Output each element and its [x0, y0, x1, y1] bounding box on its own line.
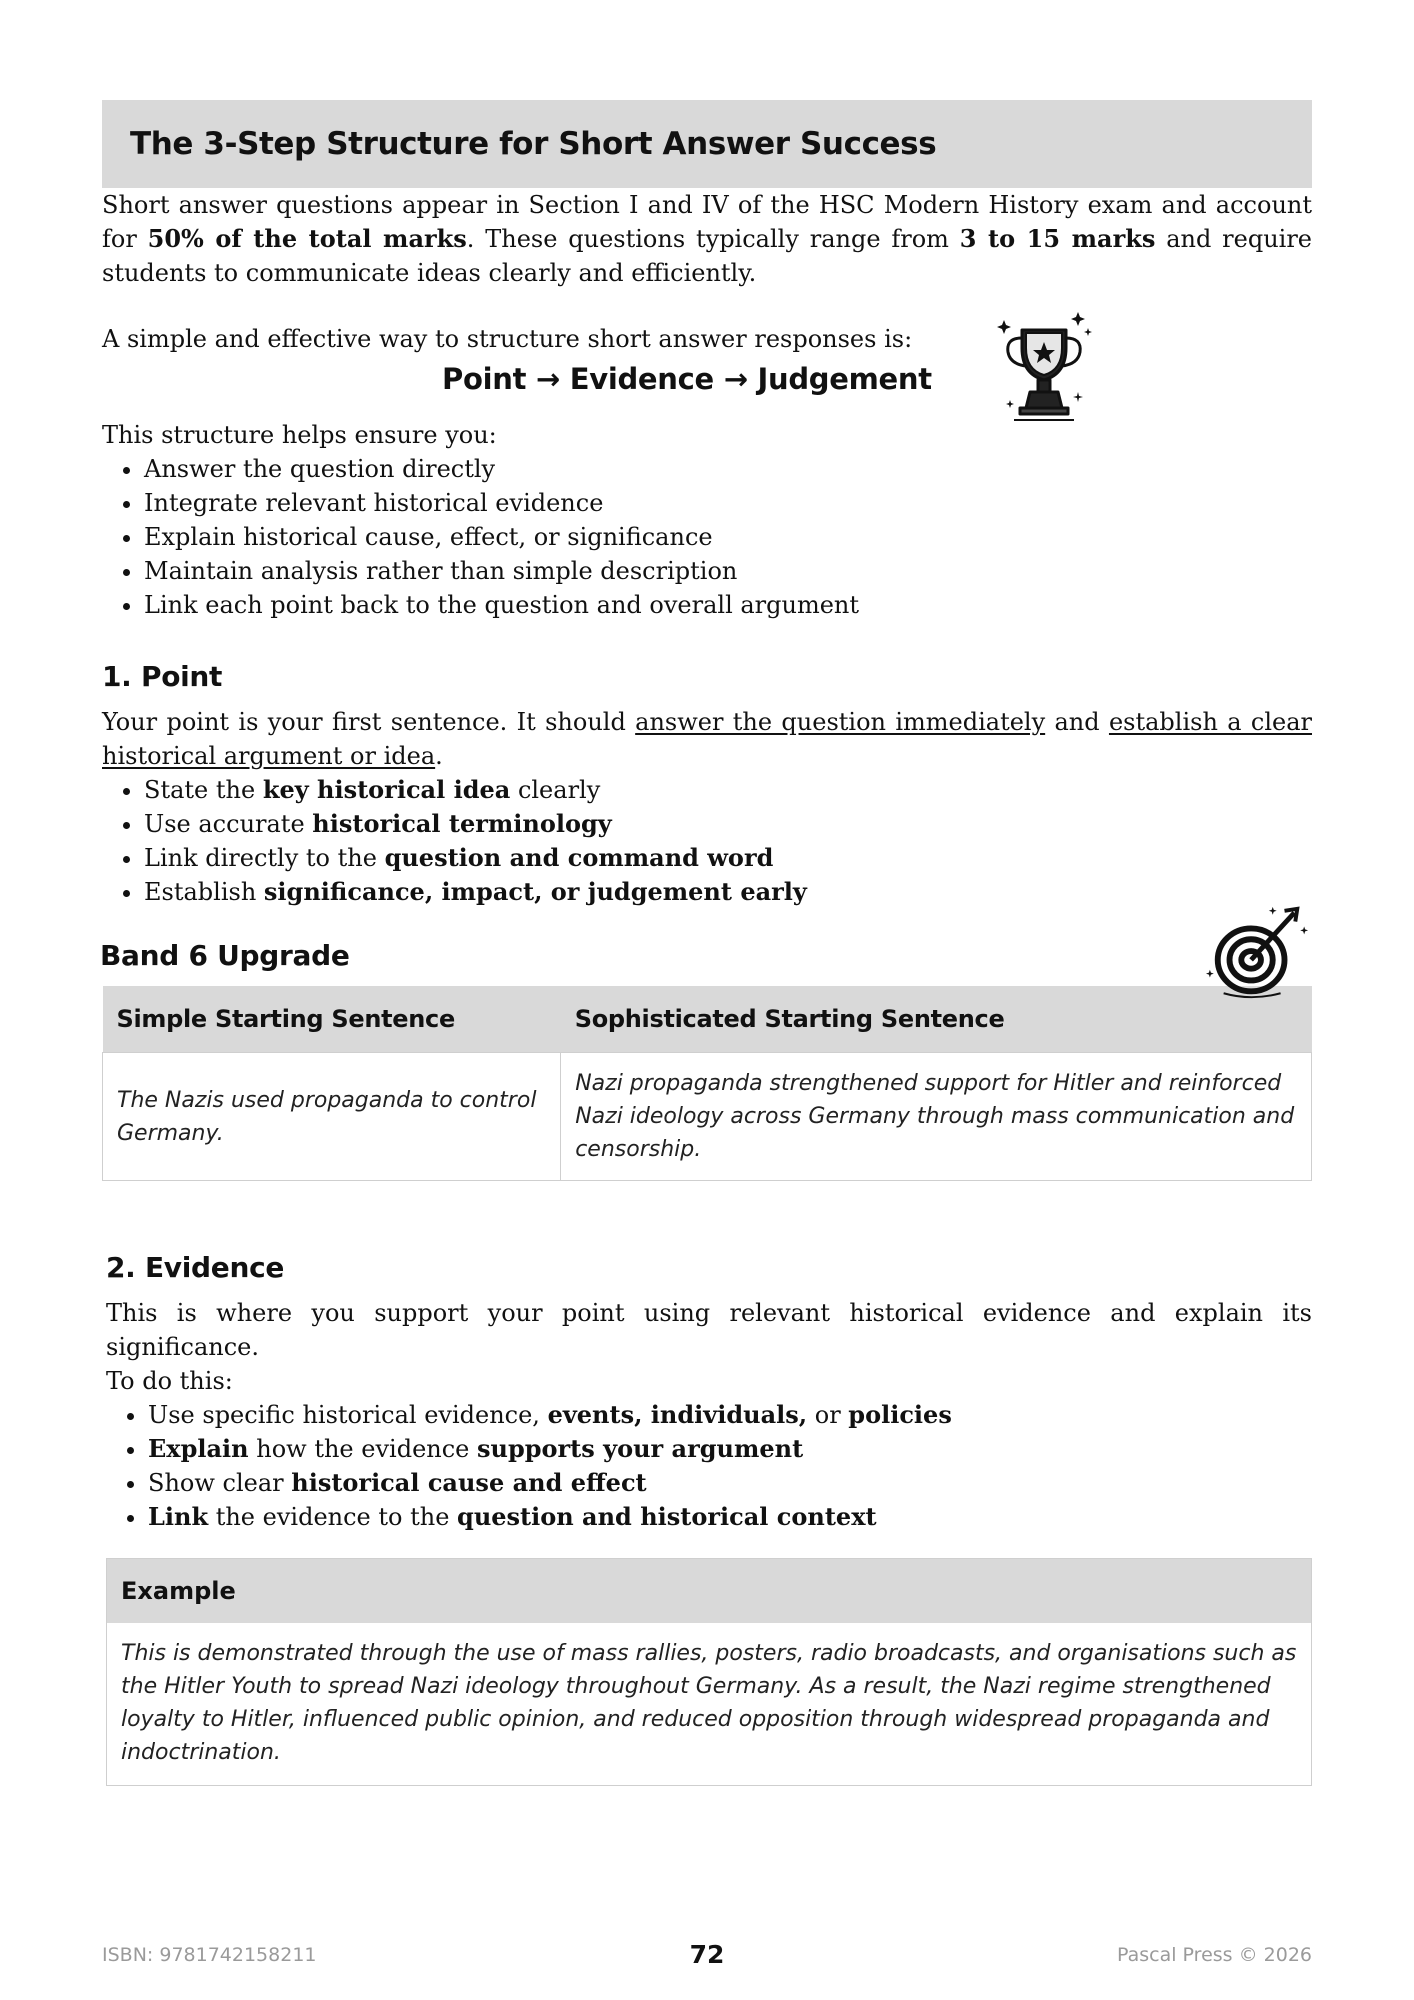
title-banner	[102, 100, 1312, 188]
list-item: • Maintain analysis rather than simple description	[144, 554, 1312, 588]
list-item: • Show clear historical cause and effect	[148, 1466, 1312, 1500]
intro-text-1: Short answer questions appear in Section I and IV of the HSC Modern History exam and account for	[102, 191, 1312, 253]
table-header-sophisticated: Sophisticated Starting Sentence	[561, 986, 1312, 1053]
list-item: • Link directly to the question and command word	[144, 841, 1312, 875]
intro-bold-1: 50% of the total marks	[147, 224, 467, 253]
table-row	[103, 1053, 1312, 1181]
point-paragraph	[102, 705, 1312, 773]
page	[102, 100, 1312, 1786]
list-item: • Link the evidence to the question and historical context	[148, 1500, 1312, 1534]
list-item: • Answer the question directly	[144, 452, 1312, 486]
point-heading: 1. Point	[102, 660, 223, 693]
sophisticated-sentence: Nazi propaganda strengthened support for Hitler and reinforced Nazi ideology across Germany through mass communication and censorship.	[561, 1053, 1312, 1181]
page-number: 72	[689, 1940, 725, 1969]
evidence-list	[106, 1398, 1312, 1534]
evidence-section	[106, 1251, 1312, 1786]
list-item: • Explain historical cause, effect, or significance	[144, 520, 1312, 554]
page-title: The 3-Step Structure for Short Answer Success	[130, 126, 937, 162]
intro-text-3: and require students to communicate ideas clearly and efficiently.	[102, 225, 1313, 287]
structure-row	[102, 322, 1312, 418]
point-text-3: .	[435, 742, 443, 770]
helps-list	[102, 452, 1312, 622]
list-item: • Use specific historical evidence, events, individuals, or policies	[148, 1398, 1312, 1432]
point-underline-2: establish a clear historical argument or idea	[102, 708, 1312, 770]
list-item: • Integrate relevant historical evidence	[144, 486, 1312, 520]
example-heading: Example	[107, 1559, 1311, 1623]
structure-formula: Point → Evidence → Judgement	[442, 362, 932, 396]
target-icon	[1204, 899, 1312, 1007]
list-item: • Use accurate historical terminology	[144, 807, 1312, 841]
list-item: • Link each point back to the question and overall argument	[144, 588, 1312, 622]
point-text-1: Your point is your first sentence. It should	[102, 708, 636, 736]
footer-publisher: Pascal Press © 2026	[1117, 1944, 1312, 1966]
trophy-icon	[992, 308, 1096, 428]
intro-text-2: . These questions typically range from	[466, 225, 960, 253]
example-text: This is demonstrated through the use of mass rallies, posters, radio broadcasts, and organisations such as the Hitler Youth to spread Nazi ideology throughout Germany. As a result, the Nazi regime strengthened loyalty to Hitler, influenced public opinion, and reduced opposition through widespread propaganda and indoctrination.	[121, 1641, 1297, 1765]
band6-section	[102, 939, 1312, 1181]
example-box	[106, 1558, 1312, 1786]
page-footer	[102, 1940, 1312, 1970]
list-item: • Explain how the evidence supports your argument	[148, 1432, 1312, 1466]
evidence-todo: To do this:	[106, 1367, 233, 1395]
point-underline-1: answer the question immediately	[635, 708, 1046, 736]
band6-heading: Band 6 Upgrade	[100, 939, 350, 972]
band6-table	[102, 986, 1312, 1181]
helps-lead: This structure helps ensure you:	[102, 421, 497, 449]
table-header-row	[103, 986, 1312, 1053]
point-list	[102, 773, 1312, 909]
evidence-heading: 2. Evidence	[106, 1251, 285, 1284]
table-header-simple: Simple Starting Sentence	[103, 986, 561, 1053]
evidence-description: This is where you support your point using relevant historical evidence and explain its significance.	[106, 1299, 1312, 1361]
intro-paragraph	[102, 188, 1312, 290]
simple-sentence: The Nazis used propaganda to control Germany.	[103, 1053, 561, 1181]
list-item: • State the key historical idea clearly	[144, 773, 1312, 807]
list-item: • Establish significance, impact, or judgement early	[144, 875, 1312, 909]
intro-bold-2: 3 to 15 marks	[959, 224, 1156, 253]
structure-lead: A simple and effective way to structure short answer responses is:	[102, 325, 913, 353]
footer-isbn: ISBN: 9781742158211	[102, 1944, 317, 1966]
point-text-2: and	[1045, 708, 1109, 736]
